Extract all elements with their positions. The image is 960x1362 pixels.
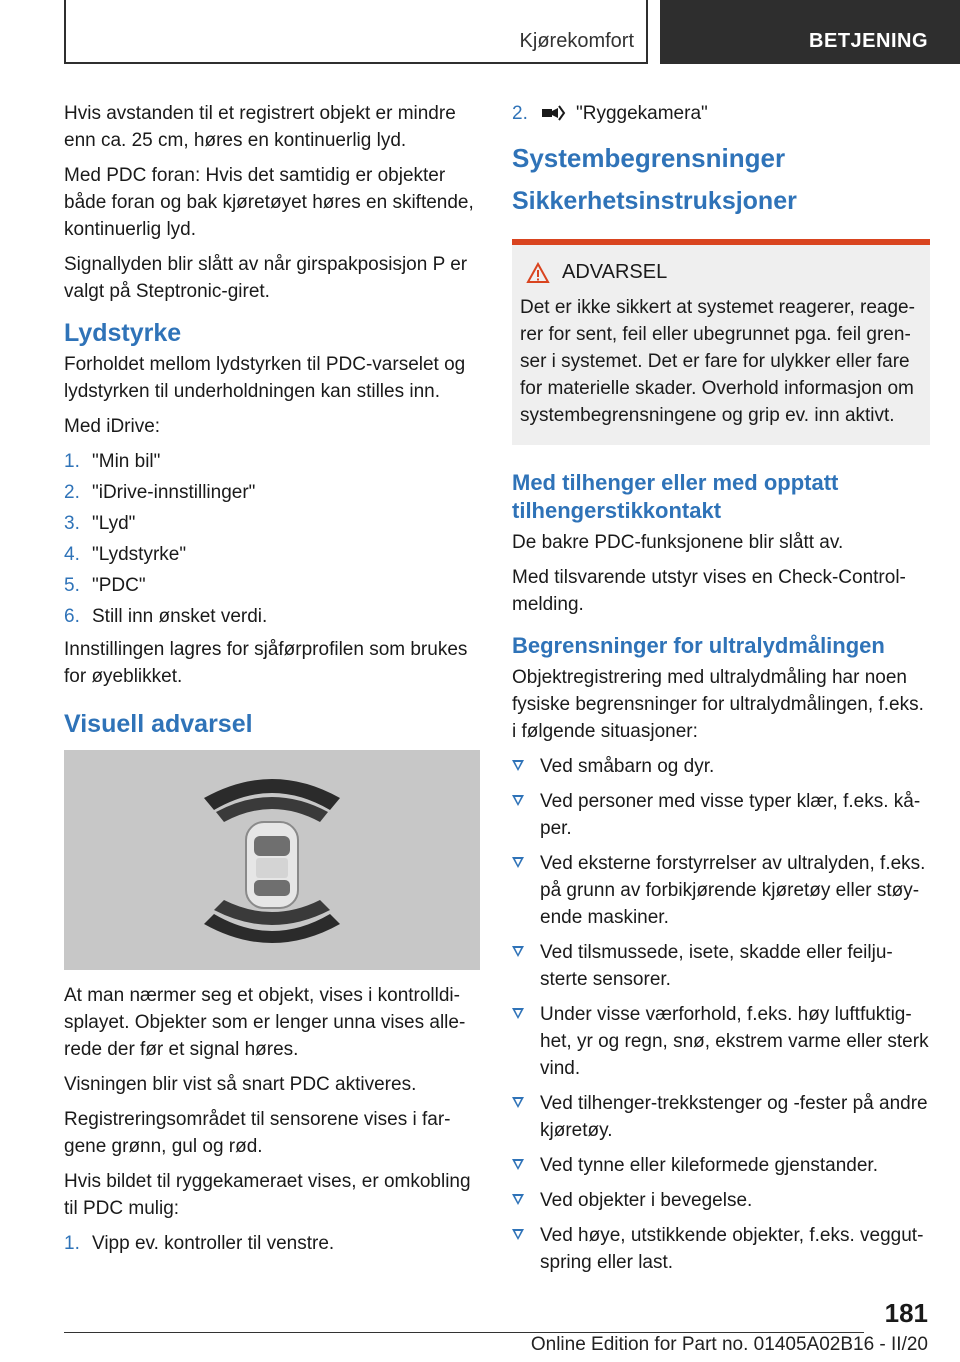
warning-title: ADVARSEL: [562, 261, 668, 283]
bullet-triangle-icon: [512, 760, 524, 771]
warning-text: Det er ikke sikkert at systemet reagerer, reagerer for sent, feil eller ubegrunnet pga. feil grenser i systemet. Det er fare for ulykker eller fare for materielle skader. Overhold informasjon om systembegrensningene og grip ev. inn aktivt.: [520, 297, 915, 426]
page-number: 181: [884, 1298, 928, 1328]
list-item: [512, 939, 930, 993]
paragraph-visual-1: At man nærmer seg et objekt, vises i kontrolldisplayet. Objekter som er lenger unna vises allerede der før et signal høres.: [64, 985, 466, 1060]
list-item: [64, 603, 482, 630]
list-item: [64, 572, 482, 599]
header-chapter-title: BETJENING: [809, 30, 928, 52]
list-item-text: Under visse værforhold, f.eks. høy luftfuktighet, yr og regn, snø, ekstrem varme eller sterk vind.: [540, 1004, 929, 1079]
list-item: [512, 1090, 930, 1144]
step-text: Still inn ønsket verdi.: [92, 606, 268, 627]
list-item: [512, 1152, 930, 1179]
list-item-text: Ved eksterne forstyrrelser av ultralyden, f.eks. på grunn av forbikjørende kjøretøy eller støyende maskiner.: [540, 853, 926, 928]
list-item-text: Ved tilhenger-trekkstenger og -fester på andre kjøretøy.: [540, 1093, 928, 1141]
paragraph-front-pdc: Med PDC foran: Hvis det samtidig er objekter både foran og bak kjøretøyet høres en skiftende, kontinuerlig lyd.: [64, 165, 474, 240]
bullet-triangle-icon: [512, 1229, 524, 1240]
step-text: "Lydstyrke": [92, 544, 187, 565]
list-item: [512, 1187, 930, 1214]
step-text: Vipp ev. kontroller til venstre.: [92, 1233, 335, 1254]
paragraph-visual-4: Hvis bildet til ryggekameraet vises, er omkobling til PDC mulig:: [64, 1171, 471, 1219]
step-number: 5.: [64, 575, 80, 596]
list-item-text: Ved personer med visse typer klær, f.eks. kåper.: [540, 791, 921, 839]
right-column: [512, 100, 930, 1284]
list-item: [512, 753, 930, 780]
list-item: [64, 1230, 482, 1257]
bullet-triangle-icon: [512, 946, 524, 957]
paragraph-ultrasound-intro: Objektregistrering med ultralydmåling har noen fysiske begrensninger for ultralydmålingen, f.eks. i følgende situasjoner:: [512, 667, 924, 742]
list-item: [512, 850, 930, 931]
bullet-triangle-icon: [512, 1008, 524, 1019]
volume-steps-list: [64, 448, 482, 630]
paragraph-visual-3: Registreringsområdet til sensorene vises i fargene grønn, gul og rød.: [64, 1109, 451, 1157]
bullet-triangle-icon: [512, 1159, 524, 1170]
step-number: 1.: [64, 451, 80, 472]
header-section-title: Kjørekomfort: [519, 30, 634, 52]
list-item-text: Ved tilsmussede, isete, skadde eller feiljusterte sensorer.: [540, 942, 893, 990]
heading-ultrasound: Begrensninger for ultralydmålingen: [512, 633, 885, 658]
paragraph-distance: Hvis avstanden til et registrert objekt er mindre enn ca. 25 cm, høres en kontinuerlig lyd.: [64, 103, 456, 151]
heading-safety: Sikkerhetsinstruksjoner: [512, 187, 797, 215]
step-text: "Ryggekamera": [576, 103, 708, 124]
bullet-triangle-icon: [512, 1194, 524, 1205]
paragraph-trailer-1: De bakre PDC-funksjonene blir slått av.: [512, 532, 844, 553]
step-number: 6.: [64, 606, 80, 627]
warning-header: [526, 259, 922, 286]
paragraph-idrive: Med iDrive:: [64, 416, 161, 437]
heading-visual-warning: Visuell advarsel: [64, 710, 253, 738]
warning-triangle-icon: [526, 262, 550, 284]
list-item: [512, 788, 930, 842]
heading-system-limits: Systembegrensninger: [512, 143, 786, 173]
step-number: 3.: [64, 513, 80, 534]
pdc-display-image: [64, 750, 480, 970]
list-item-text: Ved høye, utstikkende objekter, f.eks. veggutspring eller last.: [540, 1225, 924, 1273]
step-number: 1.: [64, 1233, 80, 1254]
bullet-triangle-icon: [512, 1097, 524, 1108]
bullet-triangle-icon: [512, 795, 524, 806]
limitations-list: [512, 753, 930, 1276]
paragraph-trailer-2: Med tilsvarende utstyr vises en Check-Control-melding.: [512, 567, 906, 615]
list-item-text: Ved småbarn og dyr.: [540, 756, 715, 777]
left-column: [64, 100, 482, 1263]
switch-steps-list-cont: [512, 100, 930, 127]
list-item: [64, 510, 482, 537]
list-item: [64, 448, 482, 475]
list-item-text: Ved objekter i bevegelse.: [540, 1190, 753, 1211]
switch-steps-list: [64, 1230, 482, 1257]
step-number: 4.: [64, 544, 80, 565]
step-text: "iDrive-innstillinger": [92, 482, 256, 503]
list-item: [64, 479, 482, 506]
bullet-triangle-icon: [512, 857, 524, 868]
step-number: 2.: [512, 103, 528, 124]
step-text: "Lyd": [92, 513, 136, 534]
footer-divider: [64, 1332, 864, 1333]
header-chapter-box: [660, 0, 960, 64]
step-number: 2.: [64, 482, 80, 503]
warning-box: [512, 239, 930, 445]
step-text: "Min bil": [92, 451, 161, 472]
list-item: [512, 100, 930, 127]
list-item: [64, 541, 482, 568]
footer-edition: Online Edition for Part no. 01405A02B16 - II/20: [530, 1334, 928, 1355]
paragraph-signal-off: Signallyden blir slått av når girspakposisjon P er valgt på Steptronic-giret.: [64, 254, 468, 302]
paragraph-saved: Innstillingen lagres for sjåførprofilen som brukes for øyeblikket.: [64, 639, 468, 687]
header-section-box: [64, 0, 648, 64]
paragraph-volume: Forholdet mellom lydstyrken til PDC-varselet og lydstyrken til underholdningen kan stilles inn.: [64, 354, 466, 402]
paragraph-visual-2: Visningen blir vist så snart PDC aktiveres.: [64, 1074, 417, 1095]
list-item: [512, 1222, 930, 1276]
rear-camera-icon: [540, 104, 566, 122]
list-item-text: Ved tynne eller kileformede gjenstander.: [540, 1155, 878, 1176]
heading-trailer: Med tilhenger eller med opptatt tilhengerstikkontakt: [512, 470, 839, 523]
list-item: [512, 1001, 930, 1082]
step-text: "PDC": [92, 575, 146, 596]
heading-volume: Lydstyrke: [64, 319, 182, 347]
